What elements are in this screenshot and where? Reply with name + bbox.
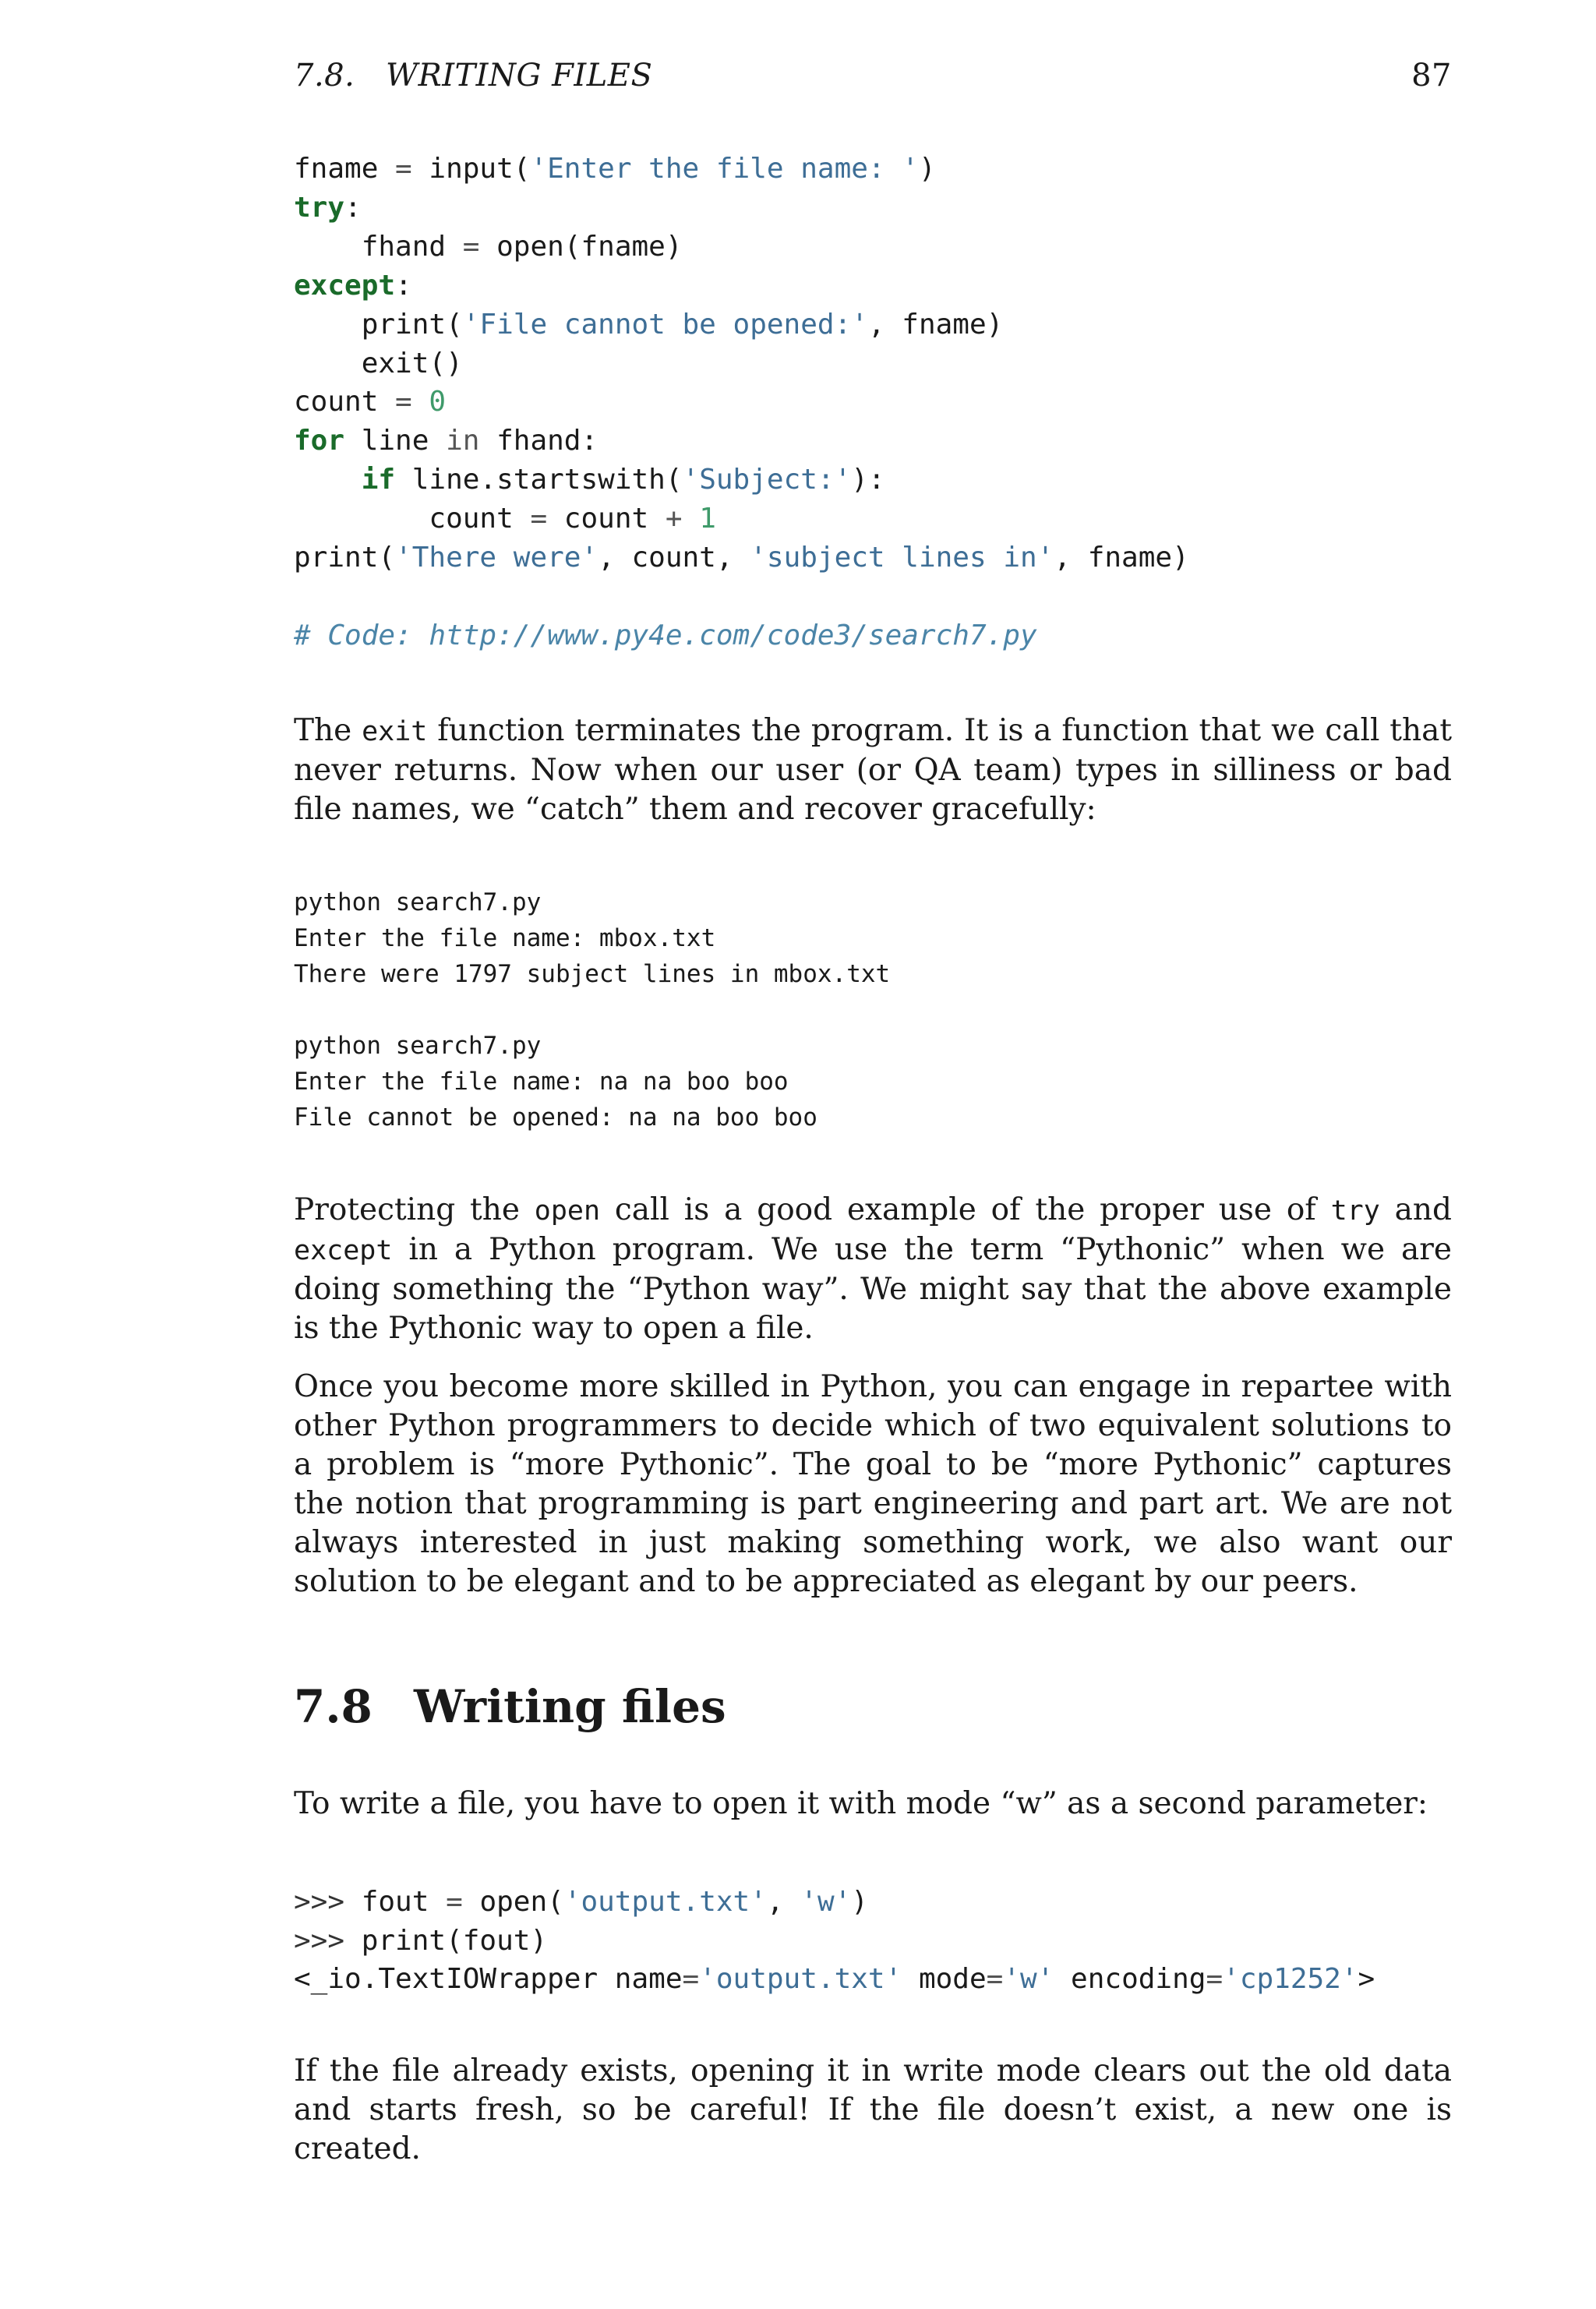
code-token: 0 (429, 386, 447, 418)
code-token: 'Enter the file name: ' (530, 153, 919, 185)
paragraph-text: in a Python program. We use the term “Pythonic” when we are doing something the “Python way”. We might say that the above example is the Pythonic way to open a file. (294, 1232, 1452, 1346)
inline-code-open: open (534, 1195, 601, 1227)
code-line (294, 422, 1189, 461)
paragraph-file-exists: If the file already exists, opening it in write mode clears out the old data and starts fresh, so be careful! If the file doesn’t exist, a new one is created. (294, 2053, 1452, 2166)
code-line (294, 267, 1189, 305)
code-line (294, 577, 1189, 616)
code-token: count (563, 503, 649, 535)
code-token: = (446, 230, 497, 263)
running-header (294, 58, 1452, 97)
code-token: line.startswith( (395, 464, 683, 496)
document-page (294, 0, 1452, 2309)
code-token: fhand (294, 230, 447, 263)
code-token: , fname) (1054, 542, 1189, 574)
code-token: > (1358, 1963, 1375, 1996)
code-token: : (344, 191, 362, 224)
code-token: open(fname) (496, 230, 683, 263)
code-token: 'There were' (395, 542, 598, 574)
code-token: encoding (1054, 1963, 1206, 1996)
code-token: fout (361, 1886, 429, 1918)
code-line (294, 344, 1189, 383)
paragraph-text: call is a good example of the proper use of (600, 1192, 1331, 1227)
section-title: Writing files (414, 1680, 726, 1733)
code-token: fhand: (479, 425, 598, 457)
code-token: 'cp1252' (1223, 1963, 1358, 1996)
code-token: 'w' (1003, 1963, 1054, 1996)
code-token: + (648, 503, 700, 535)
code-token: except (294, 269, 396, 302)
code-token: print( (294, 542, 396, 574)
code-token: exit() (294, 347, 463, 380)
running-head-title: 7.8. WRITING FILES (294, 58, 653, 94)
code-token: 'Subject:' (682, 464, 852, 496)
paragraph-pythonic: Once you become more skilled in Python, you can engage in repartee with other Python programmers to decide which of two equivalent solutions to a problem is “more Pythonic”. The goal to be “more Pythonic” captures the notion that programming is part engineering and part art. We are not always interested in just making something work, we also want our solution to be elegant and to be appreciated as elegant by our peers. (294, 1369, 1452, 1599)
code-token: fname (294, 153, 379, 185)
code-token: print( (294, 308, 463, 341)
code-token: , (766, 1886, 801, 1918)
code-token: if (361, 464, 396, 496)
code-token: ) (851, 1886, 868, 1918)
code-line (294, 150, 1189, 189)
code-token: try (294, 191, 345, 224)
code-line (294, 1922, 1375, 1961)
code-token: 'output.txt' (699, 1963, 902, 1996)
paragraph-write-mode: To write a file, you have to open it with mode “w” as a second parameter: (294, 1786, 1428, 1821)
code-token: in (446, 425, 480, 457)
inline-code-exit: exit (362, 716, 428, 747)
code-token: # Code: http://www.py4e.com/code3/search7.py (294, 619, 1037, 651)
code-token: line (344, 425, 447, 457)
code-token: <_io.TextIOWrapper name (294, 1963, 683, 1996)
code-line (294, 1960, 1375, 1999)
code-line (294, 189, 1189, 228)
code-token: ) (918, 153, 936, 185)
code-token: mode (902, 1963, 987, 1996)
inline-code-except: except (294, 1235, 393, 1266)
paragraph-protecting-open (294, 1191, 1452, 1348)
code-line (294, 1883, 1375, 1922)
code-token: = (986, 1963, 1004, 1996)
section-number: 7.8 (294, 1680, 373, 1733)
code-line (294, 538, 1189, 577)
paragraph-text: function terminates the program. It is a function that we call that never returns. Now when our user (or QA team) types in silliness or bad file names, we “catch” them and recover gracefully: (294, 713, 1452, 827)
code-line (294, 228, 1189, 267)
code-token: input( (429, 153, 531, 185)
code-line (294, 305, 1189, 344)
code-token: >>> (294, 1924, 362, 1957)
code-line (294, 616, 1189, 655)
paragraph-text: Protecting the (294, 1192, 535, 1227)
code-token: , fname) (867, 308, 1004, 341)
code-token: >>> (294, 1886, 362, 1918)
code-token: print(fout) (361, 1924, 548, 1957)
code-token: for (294, 425, 345, 457)
code-token: = (378, 153, 429, 185)
code-token: , count, (598, 542, 750, 574)
section-heading (294, 1680, 726, 1742)
code-token: 'subject lines in' (750, 542, 1054, 574)
code-token: ): (851, 464, 885, 496)
page-number: 87 (1411, 58, 1452, 94)
inline-code-try: try (1330, 1195, 1380, 1227)
terminal-output-success: python search7.py Enter the file name: mbox.txt There were 1797 subject lines in mbox.txt (294, 888, 891, 988)
code-token: = (682, 1963, 700, 1996)
code-token: count (294, 503, 514, 535)
code-token: 1 (699, 503, 716, 535)
code-token: 'output.txt' (563, 1886, 767, 1918)
code-token: count (294, 386, 379, 418)
code-token: 'File cannot be opened:' (462, 308, 868, 341)
code-block-open-write (294, 1883, 1375, 1999)
code-token: = (378, 386, 429, 418)
code-token: open( (479, 1886, 564, 1918)
code-block-search7 (294, 150, 1189, 655)
code-line (294, 461, 1189, 500)
code-token: 'w' (800, 1886, 852, 1918)
paragraph-exit-function (294, 711, 1452, 829)
code-line (294, 383, 1189, 422)
code-token: = (1206, 1963, 1223, 1996)
paragraph-text: and (1379, 1192, 1452, 1227)
code-token: = (429, 1886, 480, 1918)
code-token: = (513, 503, 564, 535)
paragraph-text: The (294, 713, 362, 748)
code-token: : (395, 269, 412, 302)
code-line (294, 500, 1189, 538)
code-token (294, 464, 362, 496)
terminal-output-failure: python search7.py Enter the file name: na na boo boo File cannot be opened: na na boo boo (294, 1032, 817, 1132)
